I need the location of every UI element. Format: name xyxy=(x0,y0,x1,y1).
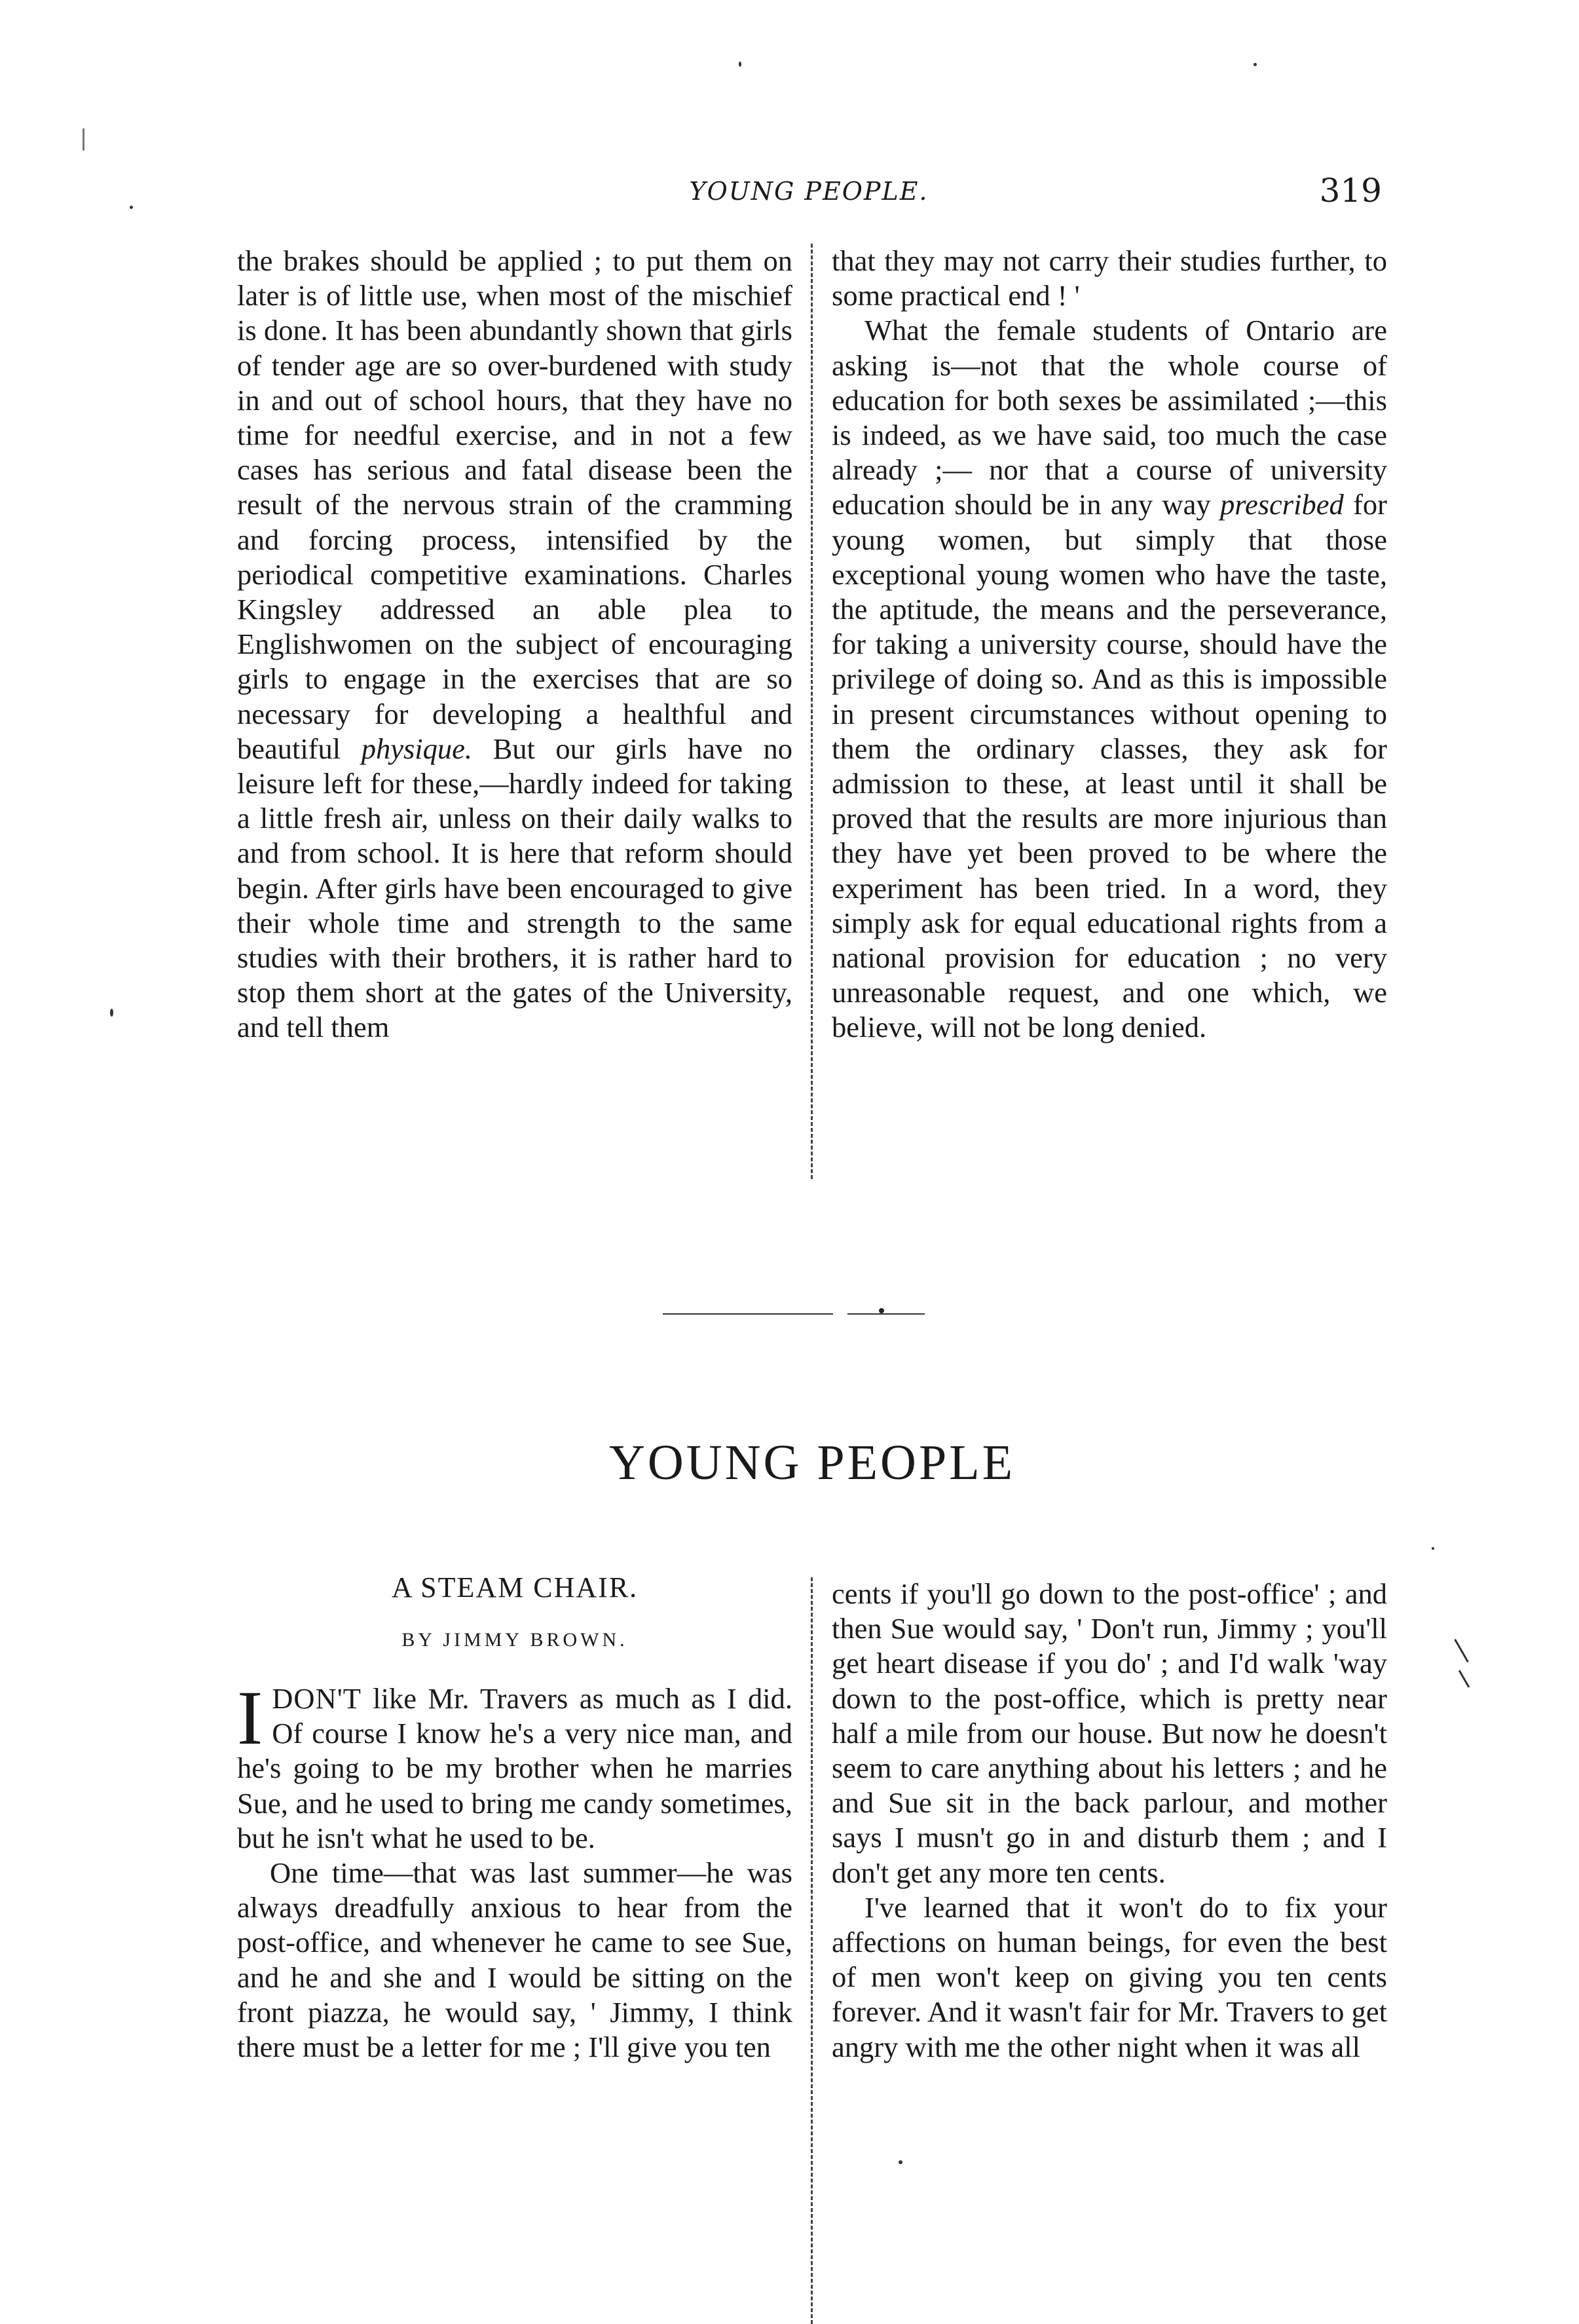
article-byline: BY JIMMY BROWN. xyxy=(401,1629,628,1651)
italic-physique: physique. xyxy=(361,732,473,765)
article-title: A STEAM CHAIR. xyxy=(391,1571,639,1603)
top-right-paragraph-2 xyxy=(832,313,1387,1045)
lead-in-caps: DON'T xyxy=(272,1682,362,1715)
running-head xyxy=(236,172,1382,217)
article-paragraph-2: One time—that was last summer—he was always dreadfully anxious to hear from the post-office, and whenever he came to see Sue, and he and she and I would be sitting on the front piazza, he would say, ' Jimmy, I think there must be a letter for me ; I'll give you ten xyxy=(237,1856,792,2064)
bottom-left-column xyxy=(237,1675,792,2065)
scan-speck xyxy=(1458,1670,1470,1687)
column-divider-bottom xyxy=(811,1577,813,2324)
divider-line-right xyxy=(847,1313,925,1315)
scan-speck xyxy=(1454,1639,1469,1662)
article-paragraph-3: cents if you'll go down to the post-office' ; and then Sue would say, ' Don't run, Jimmy ; you'll get heart disease if you do' ; and I'd walk 'way down to the post-office, which is pretty near half a mile from our house. But now he doesn't seem to care anything about his letters ; and he and Sue sit in the back parlour, and mother says I musn't go in and disturb them ; and I don't get any more ten cents. xyxy=(832,1577,1387,1889)
article-paragraph-1 xyxy=(237,1675,792,1856)
top-left-paragraph xyxy=(237,244,792,1045)
section-title: YOUNG PEOPLE xyxy=(608,1435,1016,1490)
top-left-text-2: But our girls have no leisure left for these,—hardly indeed for taking a little fresh air, unless on their daily walks to and from school. It is here that reform should begin. After girls have been encouraged to give their whole time and strength to the same studies with their brothers, it is rather hard to stop them short at the gates of the University, and tell them xyxy=(237,732,792,1044)
section-divider xyxy=(663,1312,925,1316)
divider-dot xyxy=(879,1308,884,1313)
italic-prescribed: prescribed xyxy=(1220,488,1344,521)
scan-speck xyxy=(110,1009,113,1017)
column-divider-top xyxy=(811,244,813,1179)
article-paragraph-4: I've learned that it won't do to fix your affections on human beings, for even the best of men won't keep on giving you ten cents forever. And it wasn't fair for Mr. Travers to get angry with me the other night when it was all xyxy=(832,1890,1387,2063)
scan-speck xyxy=(130,206,133,209)
top-right-paragraph-1: that they may not carry their studies further, to some practical end ! ' xyxy=(832,244,1387,312)
page-number: 319 xyxy=(1319,172,1382,210)
scan-speck xyxy=(739,62,741,67)
divider-line-left xyxy=(663,1313,833,1315)
top-right-text-a: What the female students of Ontario are asking is—not that the whole course of education for both sexes be assimilated ;—this is indeed, as we have said, too much the case already ;— nor that a course of university education should be in any way xyxy=(832,314,1387,521)
bottom-right-column xyxy=(832,1577,1387,2065)
scan-speck xyxy=(899,2160,902,2164)
scan-speck xyxy=(1432,1547,1434,1550)
top-left-column xyxy=(237,244,792,1045)
scan-speck xyxy=(1254,63,1257,66)
top-right-column xyxy=(832,244,1387,1045)
top-right-text-b: for young women, but simply that those exceptional young women who have the taste, the aptitude, the means and the perseverance, for taking a university course, should have the privilege of doing so. And as this is impossible in present circumstances without opening to them the ordinary classes, they ask for admission to these, at least until it shall be proved that the results are more injurious than they have yet been proved to be where the experiment has been tried. In a word, they simply ask for equal educational rights from a national provision for education ; no very unreasonable request, and one which, we believe, will not be long denied. xyxy=(832,488,1388,1044)
running-title: YOUNG PEOPLE. xyxy=(689,177,929,206)
article-paragraph-1-text: like Mr. Travers as much as I did. Of course I know he's a very nice man, and he's going to be my brother when he marries Sue, and he used to bring me candy sometimes, but he isn't what he used to be. xyxy=(237,1682,792,1854)
drop-cap: I xyxy=(237,1675,263,1761)
scan-speck xyxy=(83,128,84,151)
top-left-text: the brakes should be applied ; to put them on later is of little use, when most of the mischief is done. It has been abundantly shown that girls of tender age are so over-burdened with study in and out of school hours, that they have no time for needful exercise, and in not a few cases has serious and fatal disease been the result of the nervous strain of the cramming and forcing process, intensified by the periodical competitive examinations. Charles Kingsley addressed an able plea to Englishwomen on the subject of encouraging girls to engage in the exercises that are so necessary for developing a healthful and beautiful xyxy=(237,244,792,765)
